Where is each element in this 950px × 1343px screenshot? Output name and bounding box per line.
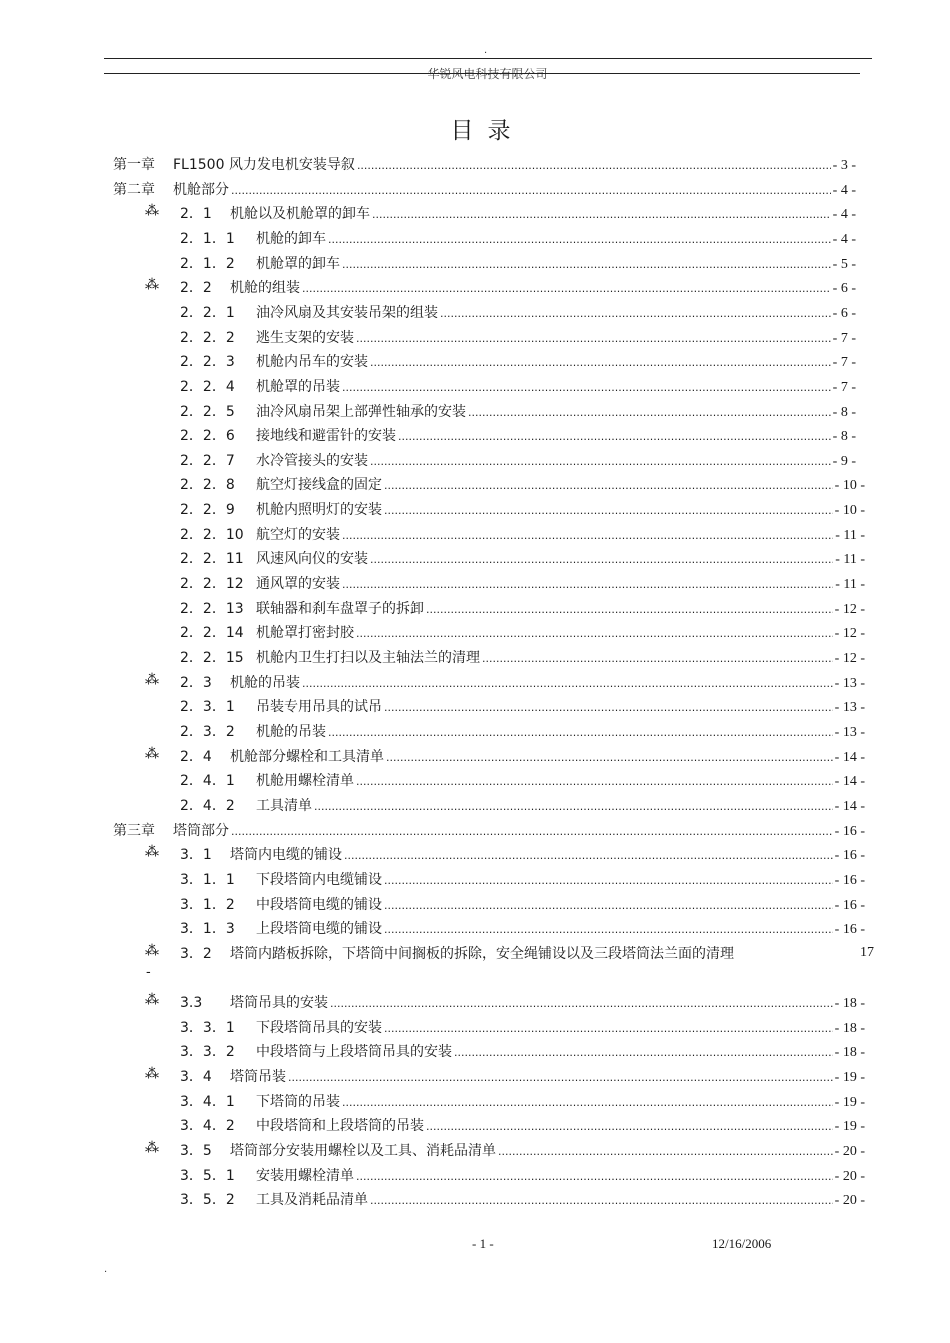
toc-number: 第二章	[113, 181, 155, 198]
toc-dot-leader	[342, 376, 831, 399]
toc-chapter-entry[interactable]	[113, 820, 865, 842]
toc-page-number: - 9 -	[832, 453, 856, 469]
toc-section-entry[interactable]	[180, 203, 856, 225]
toc-subsection-entry[interactable]	[180, 351, 856, 373]
toc-label: 中段塔筒和上段塔筒的吊装	[256, 1118, 424, 1135]
toc-number: 3．1．2	[180, 896, 235, 913]
toc-subsection-entry[interactable]	[180, 474, 865, 496]
toc-dot-leader	[314, 795, 833, 818]
toc-label: 吊装专用吊具的试吊	[256, 699, 382, 716]
toc-number: 2．2．6	[180, 428, 235, 445]
toc-dot-leader	[468, 401, 831, 424]
toc-dot-leader	[356, 622, 833, 645]
toc-subsection-entry[interactable]	[180, 770, 865, 792]
toc-label: 塔筒部分安装用螺栓以及工具、消耗品清单	[230, 1143, 496, 1159]
toc-number: 2．2．5	[180, 403, 235, 420]
toc-subsection-entry[interactable]	[180, 1115, 865, 1137]
toc-dot-leader	[231, 820, 833, 843]
toc-label: 通风罩的安装	[256, 576, 340, 593]
toc-dot-leader	[302, 277, 831, 300]
toc-subsection-entry[interactable]	[180, 721, 865, 743]
toc-number: 3．1．3	[180, 921, 235, 938]
toc-number: 2．2．1	[180, 304, 235, 321]
toc-number: 2．3．2	[180, 723, 235, 740]
toc-label: 机舱的组装	[230, 280, 300, 297]
toc-label: 机舱罩打密封胶	[256, 625, 354, 642]
toc-dot-leader	[370, 450, 831, 473]
toc-number: 2．4．1	[180, 773, 235, 790]
toc-label: 机舱罩的吊装	[256, 378, 340, 395]
toc-number: 3．2	[180, 945, 212, 962]
toc-subsection-entry[interactable]	[180, 869, 865, 891]
toc-page-number: - 6 -	[832, 281, 856, 297]
toc-subsection-entry[interactable]	[180, 1091, 865, 1113]
toc-number: 2．2．13	[180, 600, 244, 617]
toc-dot-leader	[328, 228, 831, 251]
toc-dot-leader	[384, 869, 833, 892]
toc-bullet: ⁂	[145, 203, 159, 220]
toc-subsection-entry[interactable]	[180, 425, 856, 447]
toc-number: 2．2．8	[180, 477, 235, 494]
toc-page-number: - 13 -	[834, 700, 865, 716]
toc-subsection-entry[interactable]	[180, 696, 865, 718]
toc-label: 机舱以及机舱罩的卸车	[230, 206, 370, 223]
toc-label: 接地线和避雷针的安装	[256, 428, 396, 445]
toc-number: 3．3．2	[180, 1044, 235, 1061]
toc-continuation-mark: -	[146, 964, 151, 980]
toc-subsection-entry[interactable]	[180, 401, 856, 423]
toc-subsection-entry[interactable]	[180, 253, 856, 275]
toc-label: 中段塔筒电缆的铺设	[256, 896, 382, 913]
toc-dot-leader	[384, 894, 833, 917]
toc-page-number: - 8 -	[832, 404, 856, 420]
toc-subsection-entry[interactable]	[180, 1165, 865, 1187]
toc-bullet: ⁂	[145, 942, 159, 959]
toc-subsection-entry[interactable]	[180, 1189, 865, 1211]
toc-subsection-entry[interactable]	[180, 228, 856, 250]
toc-label: 航空灯接线盒的固定	[256, 477, 382, 494]
toc-page-number: - 20 -	[834, 1144, 865, 1159]
toc-number: 3．1．1	[180, 871, 235, 888]
toc-label: 塔筒内踏板拆除，下塔筒中间搁板的拆除，安全绳铺设以及三段塔筒法兰面的清理	[230, 945, 734, 962]
toc-chapter-entry[interactable]	[113, 179, 856, 201]
toc-section-entry[interactable]	[180, 672, 865, 694]
toc-label: 塔筒部分	[173, 822, 229, 839]
toc-dot-leader	[356, 770, 833, 793]
toc-page-number: - 4 -	[832, 207, 856, 223]
toc-section-entry[interactable]	[180, 277, 856, 299]
toc-dot-leader	[342, 1091, 833, 1114]
toc-page-number: - 12 -	[834, 651, 865, 666]
toc-number: 第三章	[113, 822, 155, 839]
toc-label: 联轴器和刹车盘罩子的拆卸	[256, 600, 424, 617]
toc-label: 下段塔筒吊具的安装	[256, 1019, 382, 1036]
toc-subsection-entry[interactable]	[180, 918, 865, 940]
toc-bullet: ⁂	[145, 1066, 159, 1083]
toc-section-entry[interactable]	[180, 1140, 865, 1162]
toc-dot-leader	[370, 1189, 833, 1212]
toc-dot-leader	[372, 203, 831, 226]
toc-number: 2．2	[180, 280, 212, 297]
toc-label: 机舱罩的卸车	[256, 255, 340, 272]
toc-label: 上段塔筒电缆的铺设	[256, 921, 382, 938]
toc-number: 第一章	[113, 157, 155, 173]
toc-page-number: - 16 -	[834, 848, 865, 864]
toc-page-number: - 8 -	[832, 429, 856, 445]
toc-bullet: ⁂	[145, 992, 159, 1009]
toc-dot-leader	[384, 918, 833, 941]
toc-dot-leader	[342, 573, 833, 596]
toc-page-number: - 16 -	[834, 922, 865, 938]
toc-page-number: - 7 -	[832, 355, 856, 371]
toc-dot-leader	[356, 327, 831, 350]
toc-subsection-entry[interactable]	[180, 327, 856, 349]
footer-date: 12/16/2006	[712, 1236, 772, 1251]
toc-number: 2．2．10	[180, 526, 244, 543]
toc-number: 3．3．1	[180, 1019, 235, 1036]
toc-dot-leader	[342, 253, 831, 276]
toc-label: 机舱的吊装	[230, 674, 300, 691]
toc-page-number: - 7 -	[832, 330, 856, 346]
toc-number: 2．2．9	[180, 502, 235, 519]
toc-page-number: - 18 -	[834, 1045, 865, 1061]
toc-page-number: - 18 -	[834, 1020, 865, 1036]
toc-number: 2．2．3	[180, 354, 235, 371]
toc-page-number: - 16 -	[834, 823, 865, 839]
toc-bullet: ⁂	[145, 671, 159, 688]
toc-page-number: - 4 -	[832, 231, 856, 247]
toc-number: 3．1	[180, 847, 212, 864]
toc-label: 机舱内卫生打扫以及主轴法兰的清理	[256, 650, 480, 666]
header-rule-bottom	[104, 73, 860, 74]
toc-number: 3.3	[180, 995, 203, 1012]
toc-subsection-entry[interactable]	[180, 622, 865, 644]
toc-dot-leader	[398, 425, 831, 448]
toc-section-entry[interactable]	[180, 992, 865, 1014]
toc-chapter-entry[interactable]	[113, 154, 856, 176]
toc-number: 3．4	[180, 1069, 212, 1086]
toc-subsection-entry[interactable]	[180, 795, 865, 817]
toc-page-number: - 20 -	[834, 1193, 865, 1209]
toc-label: 工具清单	[256, 797, 312, 814]
toc-number: 2．2．12	[180, 576, 244, 593]
toc-subsection-entry[interactable]	[180, 598, 865, 620]
toc-label: 机舱的卸车	[256, 230, 326, 247]
header-company-name: 华锐风电科技有限公司	[427, 67, 548, 81]
toc-subsection-entry[interactable]	[180, 548, 865, 570]
toc-page-number: - 13 -	[834, 724, 865, 740]
toc-page-number: - 3 -	[832, 158, 856, 173]
toc-dot-leader	[440, 302, 831, 325]
toc-number: 2．2．4	[180, 378, 235, 395]
toc-page-number: - 11 -	[835, 577, 865, 593]
toc-subsection-entry[interactable]	[180, 524, 865, 546]
toc-label: FL1500 风力发电机安装导叙	[173, 157, 355, 173]
toc-number: 2．4	[180, 748, 212, 765]
toc-number: 3．5．1	[180, 1167, 235, 1184]
toc-number: 2．2．15	[180, 650, 244, 666]
toc-page-number: - 11 -	[835, 527, 865, 543]
toc-page-number: - 10 -	[834, 478, 865, 494]
toc-number: 2．2．2	[180, 329, 235, 346]
toc-dot-leader	[328, 721, 833, 744]
toc-dot-leader	[384, 499, 833, 522]
toc-dot-leader	[482, 647, 833, 670]
toc-bullet: ⁂	[145, 844, 159, 861]
toc-number: 2．2．14	[180, 625, 244, 642]
toc-label: 工具及消耗品清单	[256, 1192, 368, 1209]
toc-entry[interactable]	[180, 943, 734, 965]
toc-number: 2．2．7	[180, 452, 235, 469]
toc-page-number: - 10 -	[834, 503, 865, 519]
toc-dot-leader	[426, 598, 833, 621]
toc-number: 3．5．2	[180, 1192, 235, 1209]
toc-dot-leader	[288, 1066, 833, 1089]
toc-page-number: - 14 -	[834, 774, 865, 790]
toc-label: 水冷管接头的安装	[256, 452, 368, 469]
toc-number: 3．5	[180, 1143, 212, 1159]
toc-dot-leader	[302, 672, 833, 695]
toc-dot-leader	[231, 179, 831, 202]
toc-page-number: - 19 -	[834, 1094, 865, 1110]
toc-subsection-entry[interactable]	[180, 499, 865, 521]
footer-bottom-mark: .	[104, 1264, 108, 1275]
toc-label: 机舱内照明灯的安装	[256, 502, 382, 519]
document-title: 目录	[450, 118, 525, 144]
toc-label: 逃生支架的安装	[256, 329, 354, 346]
toc-label: 下塔筒的吊装	[256, 1093, 340, 1110]
toc-label: 机舱部分	[173, 181, 229, 198]
toc-dot-leader	[454, 1041, 833, 1064]
toc-dot-leader	[498, 1140, 833, 1163]
toc-label: 油冷风扇及其安装吊架的组装	[256, 304, 438, 321]
toc-section-entry[interactable]	[180, 746, 865, 768]
toc-dot-leader	[356, 1165, 833, 1188]
toc-number: 2．1	[180, 206, 212, 223]
toc-label: 塔筒吊装	[230, 1069, 286, 1086]
toc-page-number: - 14 -	[834, 749, 865, 765]
toc-section-entry[interactable]	[180, 1066, 865, 1088]
toc-page-number: - 12 -	[834, 601, 865, 617]
toc-label: 航空灯的安装	[256, 526, 340, 543]
toc-label: 机舱的吊装	[256, 723, 326, 740]
toc-page-number: - 5 -	[832, 256, 856, 272]
footer-page-number: - 1 -	[472, 1236, 494, 1251]
toc-subsection-entry[interactable]	[180, 573, 865, 595]
toc-number: 3．4．2	[180, 1118, 235, 1135]
toc-page-number: - 18 -	[834, 996, 865, 1012]
toc-page-number: - 4 -	[832, 182, 856, 198]
toc-label: 机舱内吊车的安装	[256, 354, 368, 371]
toc-subsection-entry[interactable]	[180, 1041, 865, 1063]
toc-subsection-entry[interactable]	[180, 1017, 865, 1039]
toc-label: 下段塔筒内电缆铺设	[256, 871, 382, 888]
toc-dot-leader	[330, 992, 833, 1015]
toc-label: 油冷风扇吊架上部弹性轴承的安装	[256, 403, 466, 420]
toc-dot-leader	[357, 154, 831, 177]
toc-number: 2．3．1	[180, 699, 235, 716]
toc-label: 中段塔筒与上段塔筒吊具的安装	[256, 1044, 452, 1061]
toc-label: 塔筒吊具的安装	[230, 995, 328, 1012]
toc-number: 2．3	[180, 674, 212, 691]
toc-bullet: ⁂	[145, 745, 159, 762]
toc-page-number: 17	[860, 944, 874, 960]
toc-label: 安装用螺栓清单	[256, 1167, 354, 1184]
toc-page-number: - 19 -	[834, 1119, 865, 1135]
toc-page-number: - 13 -	[834, 675, 865, 691]
toc-dot-leader	[384, 474, 833, 497]
toc-page-number: - 20 -	[834, 1168, 865, 1184]
toc-subsection-entry[interactable]	[180, 450, 856, 472]
toc-subsection-entry[interactable]	[180, 647, 865, 669]
toc-dot-leader	[386, 746, 833, 769]
toc-dot-leader	[384, 1017, 833, 1040]
toc-dot-leader	[344, 844, 833, 867]
toc-subsection-entry[interactable]	[180, 376, 856, 398]
toc-number: 2．1．1	[180, 230, 235, 247]
toc-page-number: - 16 -	[834, 897, 865, 913]
toc-page-number: - 7 -	[832, 379, 856, 395]
toc-label: 机舱用螺栓清单	[256, 773, 354, 790]
toc-number: 2．2．11	[180, 551, 244, 568]
toc-dot-leader	[342, 524, 833, 547]
toc-number: 3．4．1	[180, 1093, 235, 1110]
toc-page-number: - 12 -	[834, 626, 865, 642]
toc-label: 机舱部分螺栓和工具清单	[230, 748, 384, 765]
toc-dot-leader	[370, 548, 833, 571]
header-rule-top	[104, 58, 872, 59]
toc-subsection-entry[interactable]	[180, 894, 865, 916]
toc-page-number: - 16 -	[834, 872, 865, 888]
toc-page-number: - 11 -	[835, 552, 865, 568]
toc-label: 塔筒内电缆的铺设	[230, 847, 342, 864]
toc-subsection-entry[interactable]	[180, 302, 856, 324]
toc-dot-leader	[426, 1115, 833, 1138]
toc-bullet: ⁂	[145, 277, 159, 294]
toc-section-entry[interactable]	[180, 844, 865, 866]
toc-dot-leader	[370, 351, 831, 374]
toc-bullet: ⁂	[145, 1140, 159, 1156]
toc-number: 2．1．2	[180, 255, 235, 272]
toc-page-number: - 19 -	[834, 1070, 865, 1086]
toc-label: 风速风向仪的安装	[256, 551, 368, 568]
toc-dot-leader	[384, 696, 833, 719]
toc-page-number: - 14 -	[834, 798, 865, 814]
toc-page-number: - 6 -	[832, 305, 856, 321]
toc-number: 2．4．2	[180, 797, 235, 814]
header-top-mark: .	[484, 45, 488, 56]
